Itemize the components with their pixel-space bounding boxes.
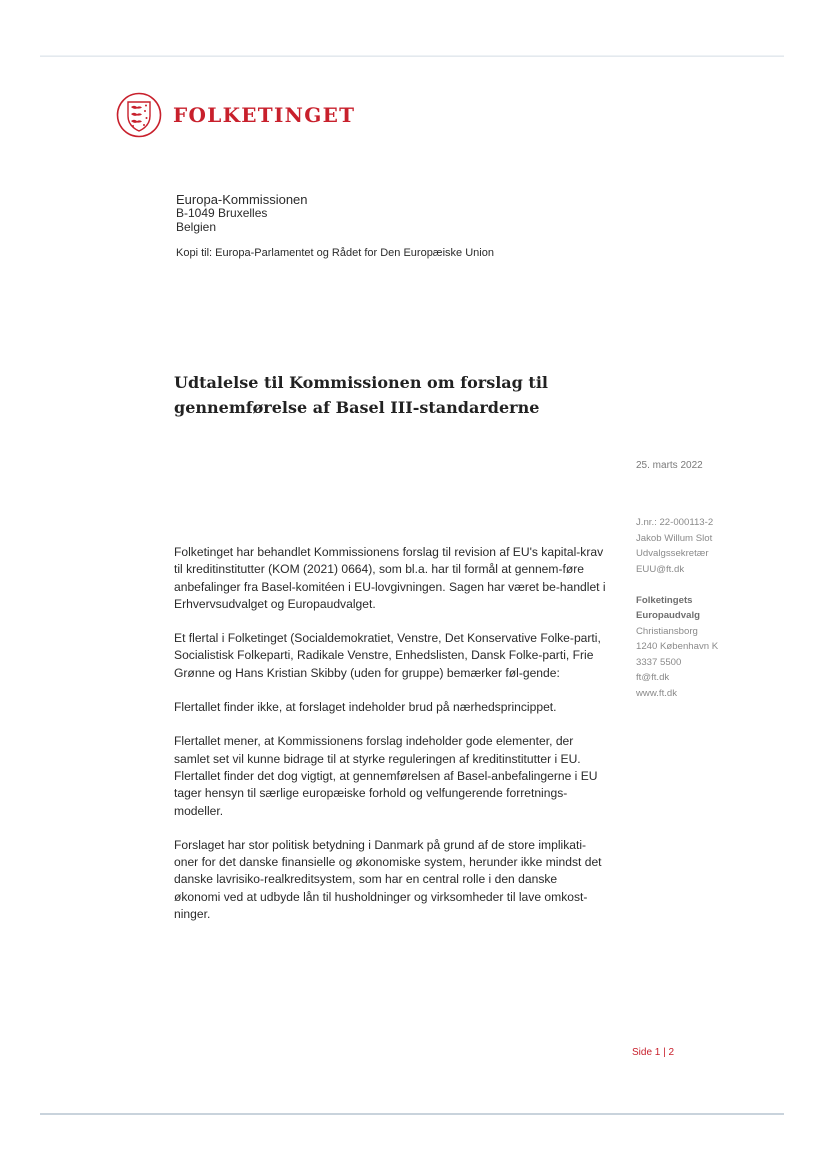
document-date: 25. marts 2022 [636, 460, 703, 471]
copy-recipients: Kopi til: Europa-Parlamentet og Rådet for Den Europæiske Union [176, 247, 494, 259]
sidebar-meta [636, 515, 718, 701]
org-name: Folketingets [636, 594, 693, 606]
body-paragraph: Folketinget har behandlet Kommissionens forslag til revision af EU's kapital-krav til kreditinstitutter (KOM (2021) 0664), som bl.a. har til formål at gennem-føre anbefalinger fra Basel-komitéen i EU-lovgivningen. Sagen har været be-handlet i Erhvervsudvalget og Europaudvalget. [174, 545, 606, 611]
title-line: gennemførelse af Basel III-standarderne [174, 398, 540, 417]
org-address: Christiansborg [636, 625, 698, 637]
contact-name: Jakob Willum Slot [636, 532, 713, 544]
org-website: www.ft.dk [636, 687, 678, 699]
recipient-block [176, 192, 308, 234]
coat-of-arms-icon [116, 92, 162, 138]
page-number: Side 1 | 2 [632, 1047, 675, 1058]
body-paragraph: Flertallet mener, at Kommissionens forslag indeholder gode elementer, der samlet set vil kunne bidrage til at styrke reguleringen af kreditinstitutter i EU. Flertallet finder det dog vigtigt, at gennemførelsen af Basel-anbefalingerne i EU tager hensyn til særlige europæiske forhold og velfungerende forretnings-modeller. [174, 734, 598, 818]
folketinget-logo [116, 92, 355, 138]
org-phone: 3337 5500 [636, 656, 682, 668]
org-committee: Europaudvalg [636, 610, 700, 621]
org-postal: 1240 København K [636, 641, 719, 652]
title-line: Udtalelse til Kommissionen om forslag til [174, 373, 548, 392]
recipient-name: Europa-Kommissionen [176, 192, 308, 207]
contact-role: Udvalgssekretær [636, 548, 709, 559]
document-title [174, 370, 554, 420]
recipient-country: Belgien [176, 219, 217, 234]
body-paragraph: Flertallet finder ikke, at forslaget indeholder brud på nærhedsprincippet. [174, 700, 557, 715]
journal-number: J.nr.: 22-000113-2 [636, 517, 714, 528]
org-email: ft@ft.dk [636, 672, 670, 683]
body-paragraph: Forslaget har stor politisk betydning i Danmark på grund af de store implikati-oner for det danske finansielle og økonomiske system, herunder ikke mindst det danske lavrisiko-realkreditsystem, som har en central rolle i den danske økonomi ved at udbyde lån til husholdninger og virksomheder til lave omkost-ninger. [174, 837, 602, 922]
letter-body [174, 544, 606, 940]
logo-wordmark: FOLKETINGET [173, 103, 356, 127]
body-paragraph: Et flertal i Folketinget (Socialdemokratiet, Venstre, Det Konservative Folke-parti, Socialistisk Folkeparti, Radikale Venstre, Enhedslisten, Dansk Folke-parti, Frie Grønne og Hans Kristian Skibby (uden for gruppe) bemærker føl-gende: [174, 631, 601, 680]
recipient-address-line: B-1049 Bruxelles [176, 206, 268, 220]
contact-email: EUU@ft.dk [636, 563, 685, 575]
